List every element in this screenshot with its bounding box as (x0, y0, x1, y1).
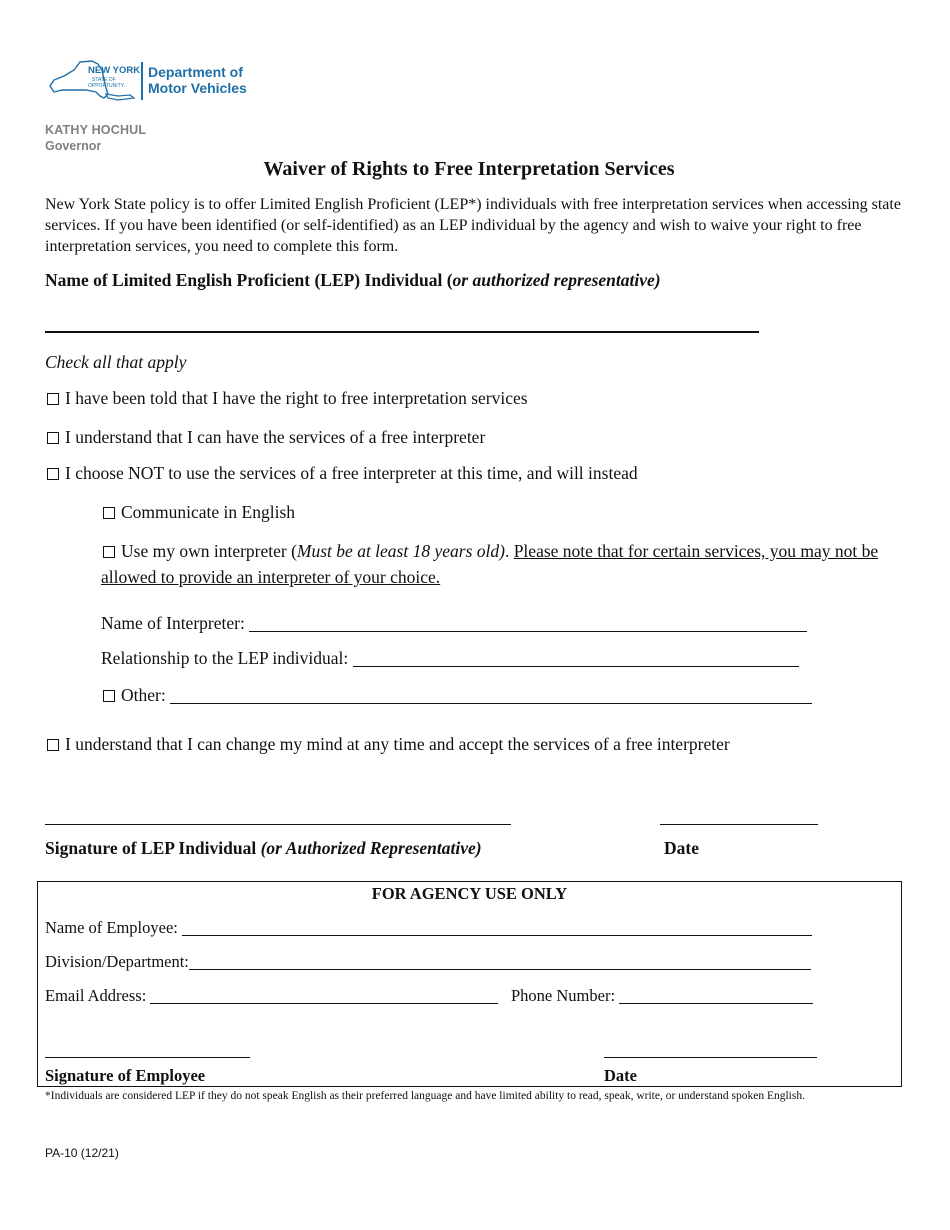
form-title: Waiver of Rights to Free Interpretation Services (263, 158, 675, 180)
interpreter-name-row: Name of Interpreter: (101, 610, 807, 636)
checkbox[interactable] (47, 739, 59, 751)
checkbox[interactable] (47, 393, 59, 405)
employee-name-field[interactable] (182, 917, 812, 936)
phone-field[interactable] (619, 985, 813, 1004)
lep-date-label: Date (664, 838, 699, 858)
employee-date-label: Date (604, 1066, 637, 1085)
email-field[interactable] (150, 985, 498, 1004)
check-understand-free: I understand that I can have the services of a free interpreter (47, 424, 485, 450)
check-communicate-english: Communicate in English (103, 499, 295, 525)
intro-paragraph: New York State policy is to offer Limited English Proficient (LEP*) individuals with free interpretation services when accessing state services. If you have been identified (or self-identified) as an LEP individual by the agency and wish to waive your right to free interpretation services, you need to complete this form. (45, 196, 901, 255)
logo-state-text: NEW YORK (88, 65, 141, 76)
form-number: PA-10 (12/21) (45, 1146, 119, 1160)
checkbox[interactable] (103, 690, 115, 702)
check-change-mind: I understand that I can change my mind at any time and accept the services of a free interpreter (47, 731, 730, 757)
relationship-field[interactable] (353, 648, 799, 667)
lep-name-field[interactable] (45, 331, 759, 333)
check-all-instruction: Check all that apply (45, 352, 187, 372)
agency-title: FOR AGENCY USE ONLY (371, 884, 568, 903)
dmv-department-name: Department of Motor Vehicles (148, 64, 247, 96)
lep-signature-field[interactable] (45, 824, 511, 825)
svg-text:OPPORTUNITY.: OPPORTUNITY. (88, 83, 125, 89)
lep-signature-label: Signature of LEP Individual (or Authorized Representative) (45, 838, 482, 858)
employee-name-row: Name of Employee: (45, 917, 812, 938)
check-choose-not: I choose NOT to use the services of a free interpreter at this time, and will instead (47, 460, 638, 486)
governor-name: KATHY HOCHUL (45, 123, 147, 137)
email-row: Email Address: (45, 985, 498, 1006)
relationship-row: Relationship to the LEP individual: (101, 645, 799, 671)
governor-title: Governor (45, 139, 102, 153)
lep-date-field[interactable] (660, 824, 818, 825)
svg-text:STATE OF: STATE OF (92, 77, 116, 83)
employee-date-field[interactable] (604, 1057, 817, 1058)
employee-signature-label: Signature of Employee (45, 1066, 206, 1085)
check-other: Other: (103, 682, 812, 708)
checkbox[interactable] (103, 507, 115, 519)
check-own-interpreter: Use my own interpreter (Must be at least 18 years old). Please note that for certain services, you may not be allowed to provide an interpreter of your choice. (101, 541, 879, 587)
own-interpreter-note: Please note that for certain services, you may not be allowed to provide an interpreter of your choice. (101, 541, 879, 587)
checkbox[interactable] (47, 468, 59, 480)
logo-divider (141, 62, 143, 100)
division-row: Division/Department: (45, 951, 811, 972)
lep-name-label: Name of Limited English Proficient (LEP) Individual (or authorized representative) (45, 270, 661, 290)
interpreter-name-field[interactable] (249, 613, 807, 632)
checkbox[interactable] (103, 546, 115, 558)
division-field[interactable] (189, 951, 811, 970)
other-field[interactable] (170, 685, 812, 704)
employee-signature-field[interactable] (45, 1057, 250, 1058)
phone-row: Phone Number: (511, 985, 813, 1006)
new-york-state-map-icon (46, 56, 146, 106)
check-told-right: I have been told that I have the right to free interpretation services (47, 385, 528, 411)
lep-footnote: *Individuals are considered LEP if they do not speak English as their preferred language and have limited ability to read, speak, write, or understand spoken English. (45, 1090, 805, 1102)
checkbox[interactable] (47, 432, 59, 444)
